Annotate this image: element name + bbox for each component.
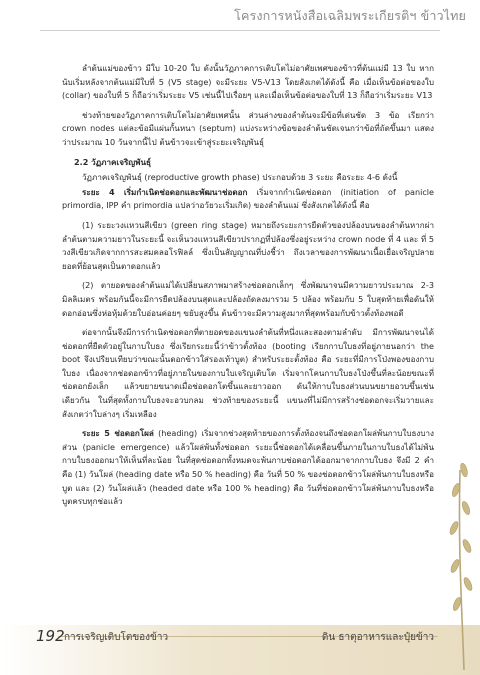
paragraph-5: (2) ตายอดของลำต้นแม่ได้เปลี่ยนสภาพมาสร้างช่อดอกเล็กๆ ซึ่งพัฒนาจนมีความยาวประมาณ 2-3 มิลลิเมตร พร้อมกันนี้จะมีการยืดปล้องบนสุดและปล้องถัดลงมารวม 5 ปล้อง พร้อมกับ 5 ใบสุดท้ายเพื่อดันให้ดอกอ่อนซึ่งห่อหุ้มด้วยใบอ่อนค่อยๆ ขยับสูงขึ้น ต้นข้าวจะมีความสูงมากที่สุดพร้อมกับข้าวตั้งท้องพอดี [62, 280, 434, 318]
rice-stalk-icon [434, 430, 478, 670]
stage-5-label: ระยะ 5 ช่อดอกโผล่ [82, 428, 154, 439]
footer-book-title: ดิน ธาตุอาหารและปุ๋ยข้าว [321, 632, 434, 643]
paragraph-6: ต่อจากนั้นจึงมีการกำเนิดช่อดอกที่ตายอดของแขนงลำต้นที่หนึ่งและสองตามลำดับ มีการพัฒนาจนได้ช่อดอกที่ยืดตัวอยู่ในกาบใบธง ซึ่งเรียกระยะนี้ว่าข้าวตั้งท้อง (booting เรียกกาบใบธงที่อยู่ภายนอกว่า the boot จึงเปรียบเทียบว่าขณะนั้นดอกข้าวใส่รองเท้าบูต) สำหรับระยะตั้งท้อง คือ ระยะที่มีการโป่งพองของกาบใบธง เนื่องจากช่อดอกข้าวที่อยู่ภายในของกาบใบเจริญเติบโต เริ่มจากโคนกาบใบธงโป่งขึ้นที่ละน้อยขณะที่ช่อดอกยังเล็ก แล้วขยายขนาดเมื่อช่อดอกโตขึ้นและยาวออก ดันให้กาบใบธงส่วนบนขยายอวบขึ้นเช่นเดียวกัน ในที่สุดทั้งกาบใบธงจะอวบกลม ช่วงท้ายของระยะนี้ แขนงที่ไม่มีการสร้างช่อดอกจะเริ่มวายและสังเกตว่าใบล่างๆ เริ่มเหลือง [62, 327, 434, 419]
header-divider [40, 30, 440, 31]
paragraph-4: (1) ระยะวงแหวนสีเขียว (green ring stage) หมายถึงระยะการยืดตัวของปล้องบนของลำต้นหากผ่าลำต้นตามความยาวในระยะนี้ จะเห็นวงแหวนสีเขียวปรากฏที่ปล้องซึ่งอยู่ระหว่าง crown node ที่ 4 และ ที่ 5 วงสีเขียวเกิดจากการสะสมคลอโรฟิลล์ ซึ่งเป็นสัญญาณที่บ่งชี้ว่า ถึงเวลาของการพัฒนาเนื้อเยื่อเจริญปลายยอดที่ย้อนสุดเป็นตาดอกแล้ว [62, 219, 434, 271]
stage-4-label: ระยะ 4 เริ่มกำเนิดช่อดอกและพัฒนาช่อดอก [82, 186, 248, 197]
section-heading: 2.2 วัฏภาคเจริญพันธุ์ [74, 156, 151, 167]
paragraph-2: ช่วงท้ายของวัฏภาคการเติบโตไม่อาศัยเพศนั้น ส่วนล่างของลำต้นจะมีข้อที่เด่นชัด 3 ข้อ เรียกว่า crown nodes แต่ละข้อมีแผ่นกั้นหนา (septum) แบ่งระหว่างข้อของลำต้นชัดเจนกว่าข้อที่ถัดขึ้นมา แสดงว่าประมาณ 10 วันจากนี้ไป ต้นข้าวจะเข้าสู่ระยะเจริญพันธุ์ [62, 109, 434, 147]
paragraph-1: ลำต้นแม่ของข้าว มีใบ 10-20 ใบ ดังนั้นวัฏภาคการเติบโตไม่อาศัยเพศของข้าวที่ต้นแม่มี 13 ใบ หากนับเริ่มหลังจากต้นแม่มีใบที่ 5 (V5 stage) จะมีระยะ V5-V13 โดยสังเกตได้ดังนี้ คือ เมื่อเห็นข้อต่อของใบ (collar) ของใบที่ 5 ก็ถือว่าเริ่มระยะ V5 เช่นนี้ไปเรื่อยๆ และเมื่อเห็นข้อต่อของใบที่ 13 ก็ถือว่าเริ่มระยะ V13 [62, 63, 434, 101]
page-body [62, 62, 434, 515]
stage-5-text: (heading) เริ่มจากช่วงสุดท้ายของการตั้งท้องจนถึงช่อดอกโผล่พ้นกาบใบธงบางส่วน (panicle emergence) แล้วโผล่พ้นทั้งช่อดอก ระยะนี้ช่อดอกได้เคลื่อนขึ้นภายในกาบใบธงได้ไม่พ้นกาบใบธงออกมาให้เห็นที่ละน้อย ในที่สุดช่อดอกทั้งหมดจะพ้นกาบช่อดอกได้ออกมาจากกาบใบธง จึงมี 2 คำ คือ (1) วันโผล่ (heading date หรือ 50 % heading) คือ วันที่ 50 % ของช่อดอกข้าวโผล่พ้นกาบใบธงหรือบูต และ (2) วันโผล่แล้ว (headed date หรือ 100 % heading) คือ วันที่ช่อดอกข้าวโผล่พ้นกาบใบธงหรือบูตครบทุกช่อแล้ว [62, 428, 434, 507]
running-header: โครงการหนังสือเฉลิมพระเกียรติฯ ข้าวไทย [234, 8, 466, 23]
page-number: 192 [36, 627, 65, 645]
stage-4-paragraph [62, 186, 434, 213]
paragraph-3: วัฏภาคเจริญพันธุ์ (reproductive growth phase) ประกอบด้วย 3 ระยะ คือระยะ 4-6 ดังนี้ [82, 172, 398, 183]
stage-4-text: เริ่มจากกำเนิดช่อดอก (initiation of panicle primordia, IPP คำ primordia แปลว่าอวัยวะเริ่มเกิด) ของลำต้นแม่ ซึ่งสังเกตได้ดังนี้ คือ [62, 186, 434, 211]
stage-5-paragraph [62, 427, 434, 509]
footer-chapter-title: การเจริญเติบโตของข้าว [64, 632, 169, 643]
